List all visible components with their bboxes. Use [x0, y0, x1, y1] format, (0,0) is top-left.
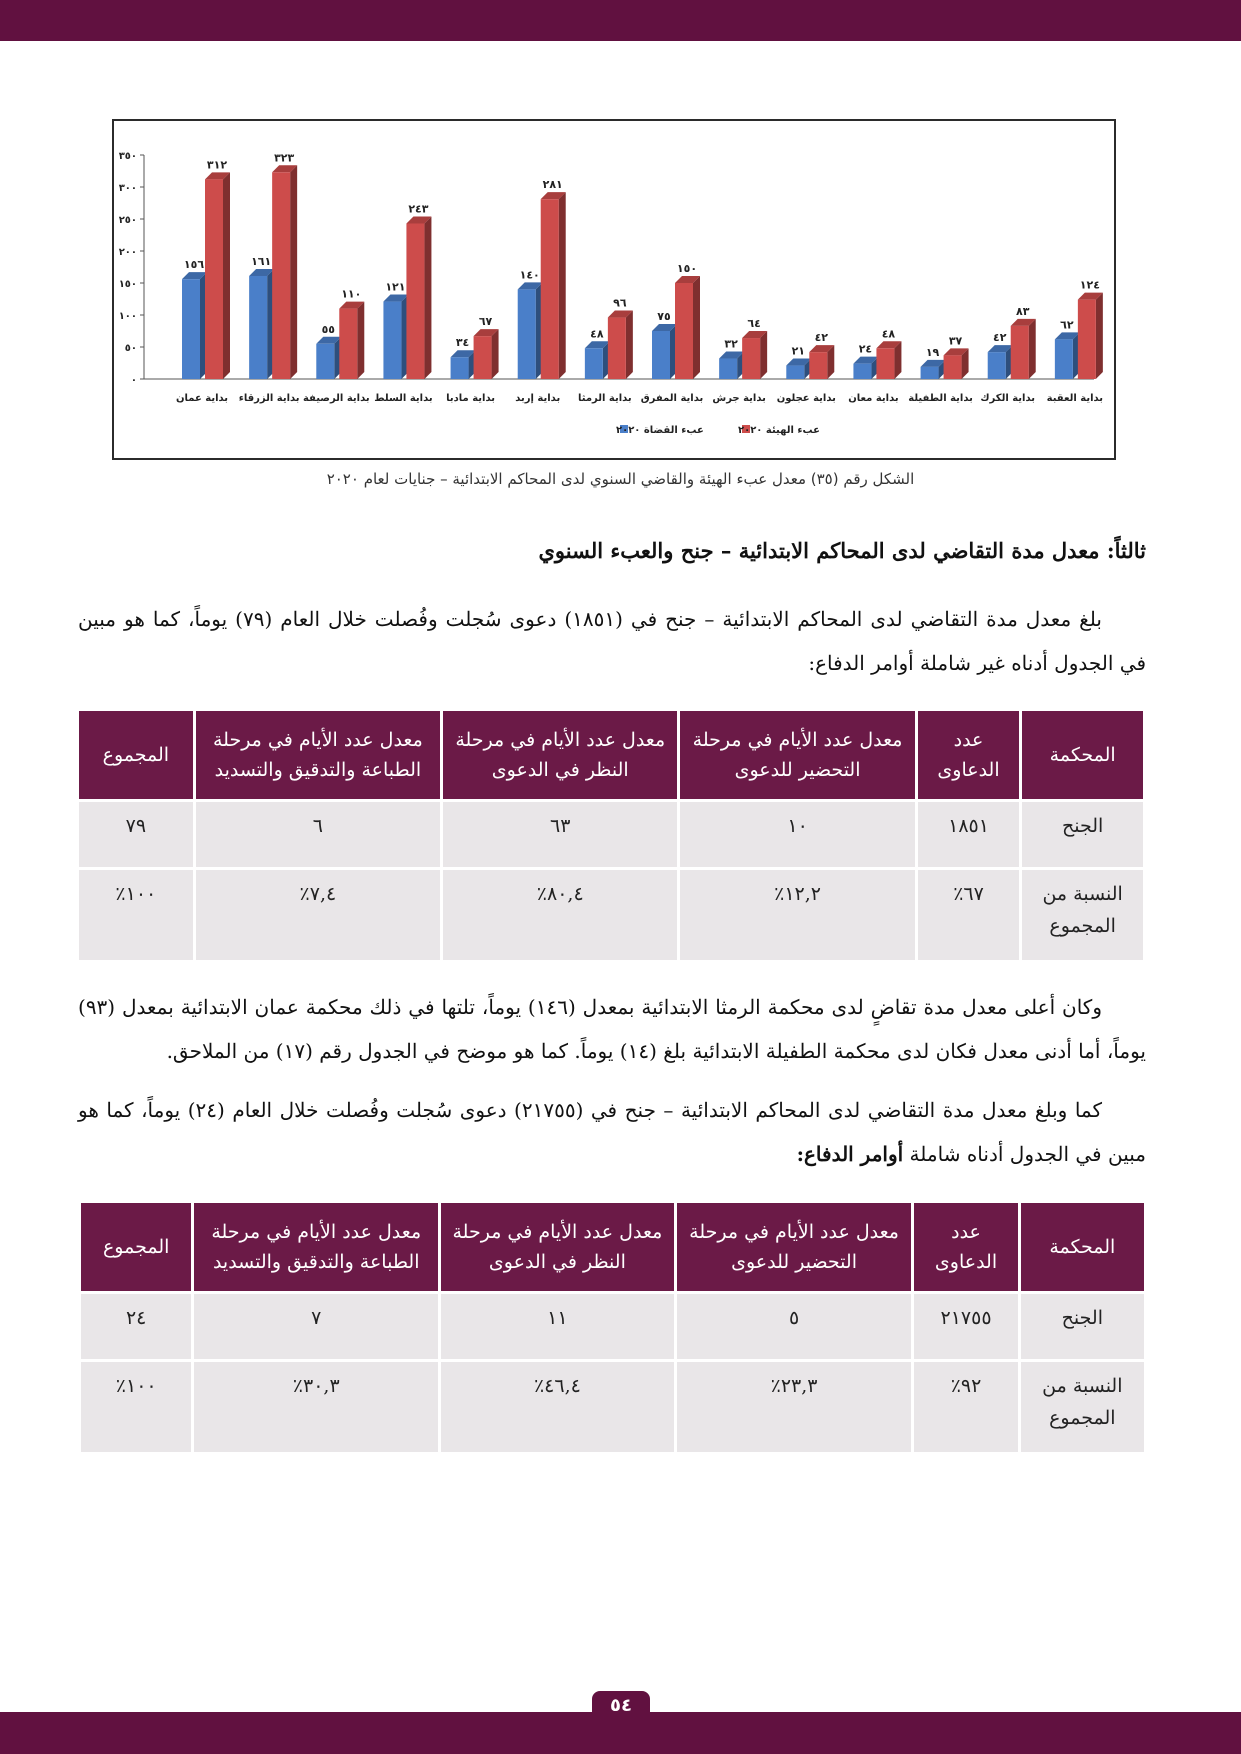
bar-side: [492, 329, 499, 379]
table-2-header: معدل عدد الأيام في مرحلة التحضير للدعوى: [677, 1203, 912, 1291]
bar-judges-load: [383, 302, 401, 379]
table-cell: ٢٤: [81, 1294, 191, 1359]
table-cell: ١٠٠٪: [81, 1362, 191, 1452]
data-label: ٤٨: [590, 327, 604, 341]
data-label: ١٦١: [251, 254, 272, 268]
category-label: بداية العقبة: [1046, 393, 1104, 404]
bar-judges-load: [316, 344, 334, 379]
y-tick-label: ٥٠: [124, 343, 137, 354]
bar-judges-load: [853, 364, 871, 379]
table-cell: النسبة من المجموع: [1022, 870, 1143, 960]
table-1: [76, 708, 1146, 963]
y-tick-label: ٢٠٠: [118, 247, 137, 258]
bar-side: [1029, 319, 1036, 379]
legend-label: عبء الهيئة ٢٠٢٠: [738, 425, 820, 436]
data-label: ٢٤٣: [408, 202, 429, 216]
category-label: بداية جرش: [712, 393, 766, 404]
paragraph-3: [78, 1088, 1146, 1176]
top-banner: [0, 0, 1241, 41]
data-label: ٩٦: [613, 296, 627, 310]
bar-side: [760, 331, 767, 379]
bar-panel-load: [608, 318, 626, 379]
category-label: بداية الرصيفة: [302, 393, 370, 404]
table-2-header: المجموع: [81, 1203, 191, 1291]
table-cell: ١١: [441, 1294, 674, 1359]
category-label: بداية عمان: [175, 393, 229, 404]
bar-judges-load: [249, 276, 267, 379]
page-number: ٥٤: [592, 1691, 650, 1719]
category-label: بداية مادبا: [446, 393, 496, 404]
data-label: ٨٣: [1015, 304, 1030, 318]
bar-judges-load: [786, 366, 804, 379]
paragraph-1-text: بلغ معدل مدة التقاضي لدى المحاكم الابتدائية – جنح في (١٨٥١) دعوى سُجلت وفُصلت خلال العام (٧٩) يوماً، كما هو مبين في الجدول أدناه غير شاملة أوامر الدفاع:: [78, 607, 1146, 675]
data-label: ٦٤: [747, 317, 761, 331]
bar-chart-frame: [112, 119, 1116, 460]
y-tick-label: ٣٠٠: [118, 183, 137, 194]
table-1-header: معدل عدد الأيام في مرحلة التحضير للدعوى: [680, 711, 914, 799]
y-tick-label: ٣٥٠: [118, 151, 137, 162]
bar-judges-load: [518, 289, 536, 379]
table-cell: ١٢,٢٪: [680, 870, 914, 960]
data-label: ٢٨١: [542, 178, 563, 192]
table-cell: ٦٧٪: [918, 870, 1020, 960]
category-label: بداية السلط: [374, 393, 433, 404]
table-2-header: معدل عدد الأيام في مرحلة الطباعة والتدقيق والتسديد: [194, 1203, 438, 1291]
data-label: ٧٥: [657, 310, 671, 323]
paragraph-2: [78, 985, 1146, 1073]
bar-judges-load: [988, 352, 1006, 379]
bar-judges-load: [451, 357, 469, 379]
data-label: ٦٢: [1060, 318, 1074, 332]
data-label: ١١٠: [341, 287, 362, 301]
bar-panel-load: [809, 352, 827, 379]
bar-panel-load: [675, 283, 693, 379]
data-label: ٤٢: [992, 331, 1007, 345]
bar-judges-load: [182, 279, 200, 379]
table-cell: ٧,٤٪: [196, 870, 440, 960]
table-cell: ٢١٧٥٥: [914, 1294, 1017, 1359]
bar-side: [290, 165, 297, 379]
bar-panel-load: [205, 179, 223, 379]
table-cell: ٨٠,٤٪: [443, 870, 677, 960]
table-cell: ٢٣,٣٪: [677, 1362, 912, 1452]
table-cell: الجنح: [1022, 802, 1143, 867]
y-tick-label: ١٠٠: [118, 311, 137, 322]
y-tick-label: ٠: [130, 375, 137, 386]
bar-side: [424, 216, 431, 379]
data-label: ٣٢: [724, 337, 738, 351]
table-1-header: معدل عدد الأيام في مرحلة النظر في الدعوى: [443, 711, 677, 799]
table-cell: ١٨٥١: [918, 802, 1020, 867]
table-cell: الجنح: [1021, 1294, 1144, 1359]
bar-panel-load: [272, 172, 290, 379]
table-cell: ٥: [677, 1294, 912, 1359]
table-1-header: المجموع: [79, 711, 193, 799]
chart-caption: الشكل رقم (٣٥) معدل عبء الهيئة والقاضي السنوي لدى المحاكم الابتدائية – جنايات لعام ٢٠٢٠: [326, 470, 915, 488]
data-label: ٣٧: [948, 334, 963, 348]
table-2-header: المحكمة: [1021, 1203, 1144, 1291]
table-cell: ٣٠,٣٪: [194, 1362, 438, 1452]
table-2: [78, 1200, 1147, 1455]
data-label: ١٢٤: [1079, 278, 1100, 292]
data-label: ١٤٠: [519, 268, 540, 282]
bar-panel-load: [541, 199, 559, 379]
paragraph-3-bold: أوامر الدفاع:: [796, 1142, 904, 1166]
table-cell: ٧: [194, 1294, 438, 1359]
bar-side: [626, 311, 633, 379]
y-tick-label: ١٥٠: [118, 279, 137, 290]
bar-side: [693, 276, 700, 379]
category-label: بداية إربد: [515, 393, 561, 404]
data-label: ٥٥: [321, 322, 336, 336]
data-label: ١٢١: [385, 280, 406, 294]
table-cell: ١٠: [680, 802, 914, 867]
category-label: بداية الكرك: [980, 393, 1036, 404]
category-label: بداية الزرقاء: [238, 393, 300, 404]
table-cell: ٩٢٪: [914, 1362, 1017, 1452]
category-label: بداية عجلون: [776, 393, 836, 404]
table-2-row: [81, 1362, 1144, 1452]
bar-panel-load: [742, 338, 760, 379]
paragraph-2-text: وكان أعلى معدل مدة تقاضٍ لدى محكمة الرمثا الابتدائية بمعدل (١٤٦) يوماً، تلتها في ذلك محكمة عمان الابتدائية بمعدل (٩٣) يوماً، أما أدنى معدل فكان لدى محكمة الطفيلة الابتدائية بلغ (١٤) يوماً. كما هو موضح في الجدول رقم (١٧) من الملاحق.: [78, 995, 1146, 1063]
bar-panel-load: [1011, 326, 1029, 379]
table-1-header: معدل عدد الأيام في مرحلة الطباعة والتدقيق والتسديد: [196, 711, 440, 799]
category-label: بداية الطفيلة: [908, 393, 973, 404]
table-cell: النسبة من المجموع: [1021, 1362, 1144, 1452]
legend-label: عبء القضاة ٢٠٢٠: [616, 425, 704, 436]
paragraph-1: [78, 597, 1146, 685]
data-label: ٢٤: [858, 342, 873, 356]
paragraph-3-text: كما وبلغ معدل مدة التقاضي لدى المحاكم الابتدائية – جنح في (٢١٧٥٥) دعوى سُجلت وفُصلت خلال العام (٢٤) يوماً، كما هو مبين في الجدول أدناه شاملة: [78, 1098, 1146, 1166]
table-cell: ٦: [196, 802, 440, 867]
data-label: ٢١: [791, 344, 806, 358]
table-1-header: المحكمة: [1022, 711, 1143, 799]
y-tick-label: ٢٥٠: [118, 215, 137, 226]
bar-panel-load: [339, 309, 357, 379]
bar-panel-load: [876, 348, 894, 379]
category-label: بداية المفرق: [640, 393, 704, 404]
table-2-row: [81, 1294, 1144, 1359]
bar-panel-load: [1078, 300, 1096, 379]
table-cell: ٦٣: [443, 802, 677, 867]
data-label: ٣٢٣: [274, 151, 295, 165]
bar-chart: [114, 121, 1114, 458]
section-heading: ثالثاً: معدل مدة التقاضي لدى المحاكم الابتدائية – جنح والعبء السنوي: [538, 538, 1146, 563]
category-label: بداية معان: [848, 393, 899, 404]
bar-side: [559, 192, 566, 379]
data-label: ٤٢: [814, 331, 829, 345]
table-1-header: عدد الدعاوى: [918, 711, 1020, 799]
data-label: ٦٧: [478, 315, 493, 329]
data-label: ١٩: [925, 345, 940, 359]
table-cell: ١٠٠٪: [79, 870, 193, 960]
data-label: ١٥٠: [676, 262, 698, 275]
category-label: بداية الرمثا: [578, 393, 632, 404]
table-1-row: [79, 802, 1143, 867]
table-2-header: عدد الدعاوى: [914, 1203, 1017, 1291]
bar-judges-load: [1055, 339, 1073, 379]
bar-judges-load: [652, 331, 670, 379]
table-2-header: معدل عدد الأيام في مرحلة النظر في الدعوى: [441, 1203, 674, 1291]
bar-side: [223, 172, 230, 379]
bar-side: [357, 302, 364, 379]
bar-judges-load: [921, 367, 939, 379]
bar-judges-load: [719, 359, 737, 379]
table-1-row: [79, 870, 1143, 960]
bar-panel-load: [406, 223, 424, 379]
data-label: ٣٤: [455, 336, 470, 350]
bar-panel-load: [944, 355, 962, 379]
data-label: ١٥٦: [183, 258, 205, 272]
table-cell: ٧٩: [79, 802, 193, 867]
bar-judges-load: [585, 348, 603, 379]
bar-panel-load: [474, 336, 492, 379]
table-cell: ٤٦,٤٪: [441, 1362, 674, 1452]
data-label: ٣١٢: [206, 158, 228, 172]
bar-side: [1096, 293, 1103, 379]
data-label: ٤٨: [881, 327, 896, 341]
